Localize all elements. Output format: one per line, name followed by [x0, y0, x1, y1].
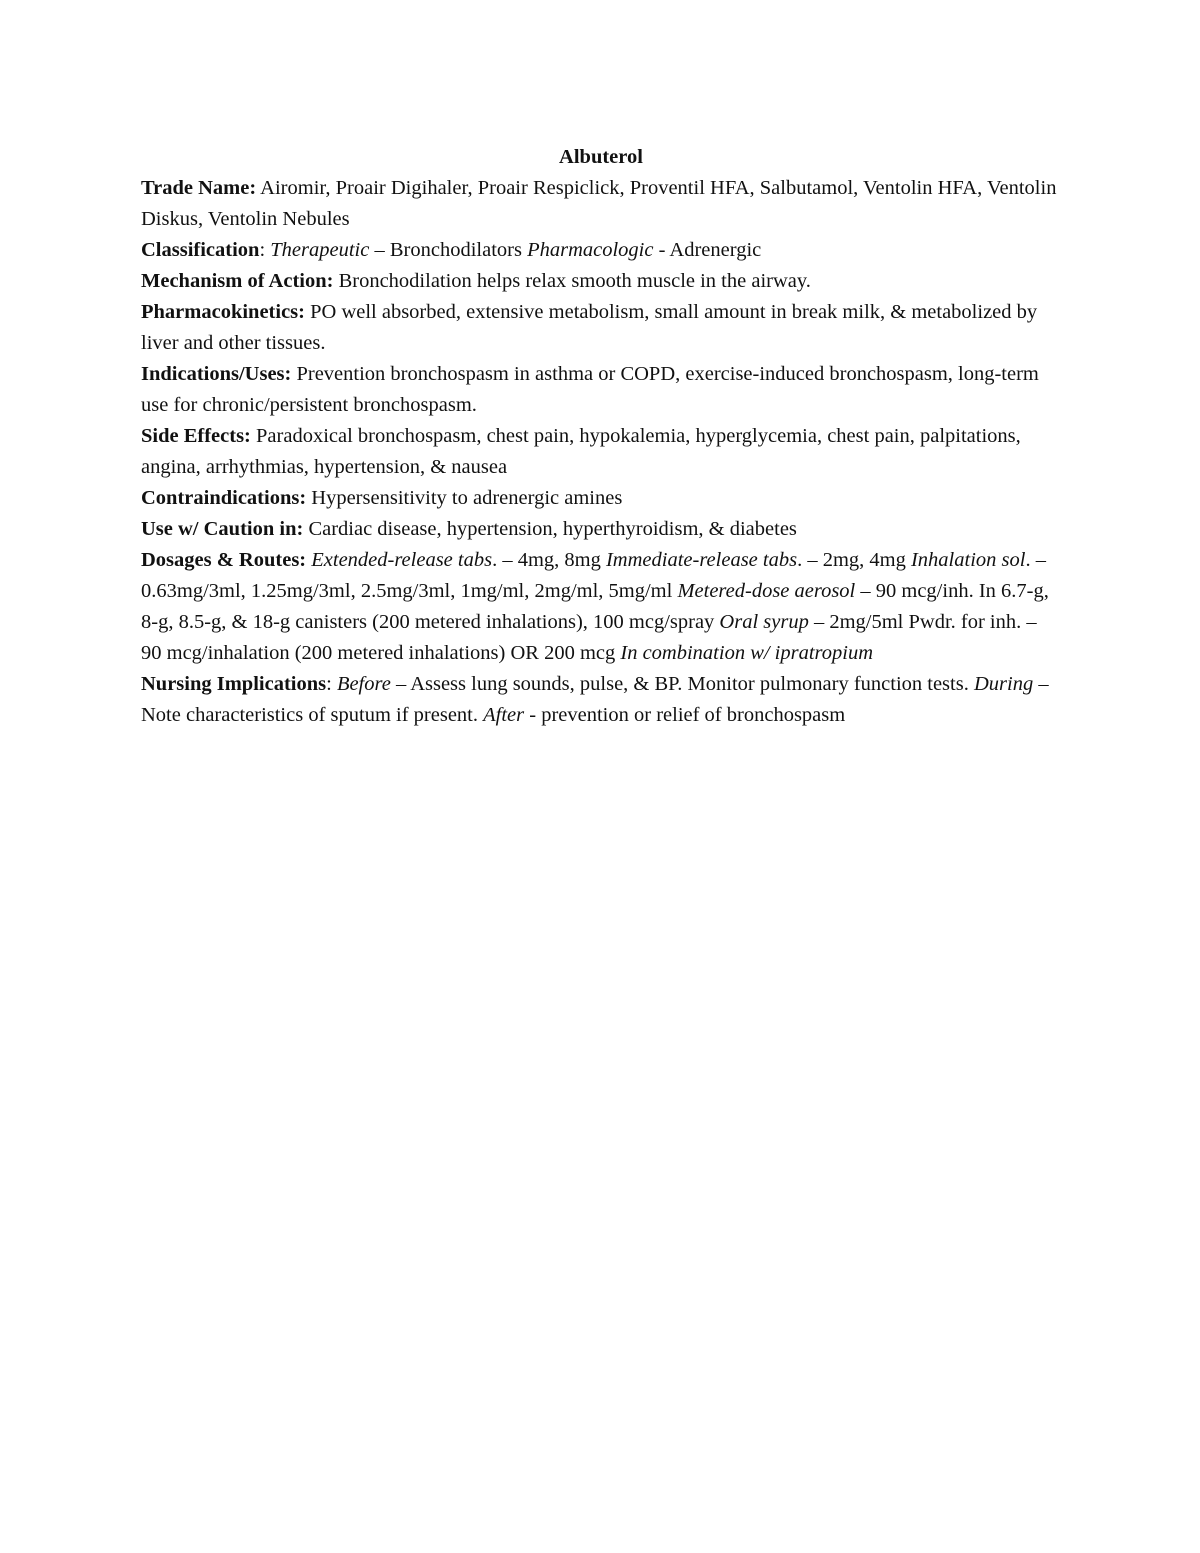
nursing-colon: :	[326, 673, 337, 695]
after-text: - prevention or relief of bronchospasm	[524, 704, 846, 726]
trade-name-entry	[141, 173, 1061, 235]
extended-release-text: . – 4mg, 8mg	[492, 549, 606, 571]
side-effects-text: Paradoxical bronchospasm, chest pain, hypokalemia, hyperglycemia, chest pain, palpitations, angina, arrhythmias, hypertension, & nausea	[141, 425, 1021, 478]
therapeutic-label: Therapeutic	[270, 239, 370, 261]
caution-text: Cardiac disease, hypertension, hyperthyroidism, & diabetes	[303, 518, 797, 540]
therapeutic-text: – Bronchodilators	[369, 239, 528, 261]
during-text: – Note characteristics of sputum if present.	[141, 673, 1049, 726]
oral-syrup-text: – 2mg/5ml Pwdr. for inh. – 90 mcg/inhalation (200 metered inhalations) OR 200 mcg	[141, 611, 1037, 664]
classification-label: Classification	[141, 239, 260, 261]
before-text: – Assess lung sounds, pulse, & BP. Monitor pulmonary function tests.	[390, 673, 974, 695]
caution-label: Use w/ Caution in:	[141, 518, 304, 540]
immediate-release-label: Immediate-release tabs	[605, 549, 798, 571]
pharmacokinetics-text: PO well absorbed, extensive metabolism, small amount in break milk, & metabolized by liver and other tissues.	[141, 301, 1038, 354]
before-label: Before	[336, 673, 391, 695]
metered-dose-text: – 90 mcg/inh. In 6.7-g, 8-g, 8.5-g, & 18-g canisters (200 metered inhalations), 100 mcg/spray	[141, 580, 1049, 633]
drug-title: Albuterol	[559, 146, 643, 168]
nursing-entry	[141, 669, 1061, 731]
pharmacokinetics-entry	[141, 297, 1061, 359]
trade-name-label: Trade Name:	[141, 177, 257, 199]
dosages-entry	[141, 545, 1061, 669]
nursing-label: Nursing Implications	[141, 673, 327, 695]
metered-dose-label: Metered-dose aerosol	[677, 580, 856, 602]
immediate-release-text: . – 2mg, 4mg	[797, 549, 911, 571]
mechanism-text: Bronchodilation helps relax smooth muscle in the airway.	[333, 270, 811, 292]
trade-name-text: Airomir, Proair Digihaler, Proair Respiclick, Proventil HFA, Salbutamol, Ventolin HFA, Ventolin Diskus, Ventolin Nebules	[141, 177, 1057, 230]
inhalation-sol-text: . – 0.63mg/3ml, 1.25mg/3ml, 2.5mg/3ml, 1mg/ml, 2mg/ml, 5mg/ml	[141, 549, 1046, 602]
mechanism-label: Mechanism of Action:	[141, 270, 334, 292]
contraindications-text: Hypersensitivity to adrenergic amines	[306, 487, 623, 509]
extended-release-label: Extended-release tabs	[311, 549, 493, 571]
oral-syrup-label: Oral syrup	[719, 611, 809, 633]
indications-entry	[141, 359, 1061, 421]
side-effects-label: Side Effects:	[141, 425, 251, 447]
pharmacologic-label: Pharmacologic	[527, 239, 654, 261]
side-effects-entry	[141, 421, 1061, 483]
inhalation-sol-label: Inhalation sol	[910, 549, 1026, 571]
indications-label: Indications/Uses:	[141, 363, 292, 385]
mechanism-entry	[141, 266, 1061, 297]
dosages-label: Dosages & Routes:	[141, 549, 307, 571]
contraindications-label: Contraindications:	[141, 487, 307, 509]
combination-label: In combination w/ ipratropium	[620, 642, 874, 664]
classification-entry	[141, 235, 1061, 266]
contraindications-entry	[141, 483, 1061, 514]
indications-text: Prevention bronchospasm in asthma or COPD, exercise-induced bronchospasm, long-term use for chronic/persistent bronchospasm.	[141, 363, 1039, 416]
pharmacologic-text: - Adrenergic	[653, 239, 762, 261]
during-label: During	[973, 673, 1034, 695]
document-body	[141, 142, 1061, 731]
pharmacokinetics-label: Pharmacokinetics:	[141, 301, 305, 323]
after-label: After	[483, 704, 525, 726]
classification-colon: :	[259, 239, 271, 261]
caution-entry	[141, 514, 1061, 545]
